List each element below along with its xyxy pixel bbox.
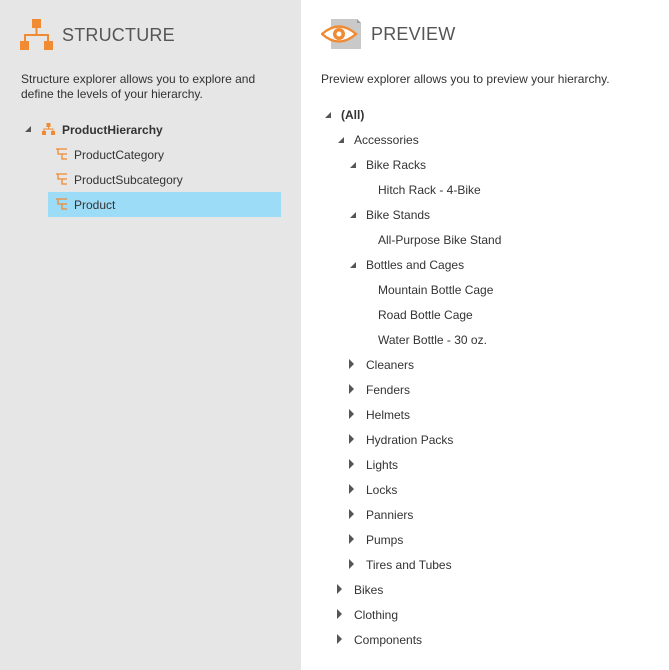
expand-caret-icon[interactable] — [347, 434, 357, 444]
expand-caret-icon[interactable] — [347, 484, 357, 494]
expand-caret-icon[interactable] — [347, 384, 357, 394]
collapse-caret-icon[interactable] — [348, 160, 358, 170]
hierarchy-small-icon — [42, 123, 55, 135]
tree-node-locks[interactable]: Locks — [366, 482, 398, 497]
collapse-caret-icon[interactable] — [23, 124, 33, 134]
collapse-caret-icon[interactable] — [348, 210, 358, 220]
expand-caret-icon[interactable] — [347, 359, 357, 369]
tree-node-bottles-and-cages[interactable]: Bottles and Cages — [366, 257, 465, 272]
tree-node-accessories[interactable]: Accessories — [354, 132, 419, 147]
tree-node-bike-racks[interactable]: Bike Racks — [366, 157, 427, 172]
preview-panel — [301, 0, 669, 670]
structure-header — [20, 19, 175, 51]
tree-node-hydration-packs[interactable]: Hydration Packs — [366, 432, 454, 447]
collapse-caret-icon[interactable] — [323, 110, 333, 120]
expand-caret-icon[interactable] — [347, 559, 357, 569]
tree-node-panniers[interactable]: Panniers — [366, 507, 414, 522]
tree-node-all[interactable]: (All) — [341, 107, 365, 122]
structure-title: STRUCTURE — [62, 24, 175, 45]
level-icon — [55, 198, 68, 210]
structure-description-line-1: Structure explorer allows you to explore and — [21, 72, 256, 86]
expand-caret-icon[interactable] — [347, 534, 357, 544]
tree-leaf-road-bottle-cage[interactable]: Road Bottle Cage — [378, 307, 473, 322]
tree-leaf-hitch-rack[interactable]: Hitch Rack - 4-Bike — [378, 182, 481, 197]
preview-header — [321, 17, 455, 51]
tree-node-fenders[interactable]: Fenders — [366, 382, 411, 397]
collapse-caret-icon[interactable] — [348, 260, 358, 270]
expand-caret-icon[interactable] — [347, 409, 357, 419]
tree-node-pumps[interactable]: Pumps — [366, 532, 404, 547]
tree-node-components[interactable]: Components — [354, 632, 423, 647]
expand-caret-icon[interactable] — [347, 459, 357, 469]
preview-eye-icon — [321, 17, 363, 51]
preview-description: Preview explorer allows you to preview your hierarchy. — [321, 72, 610, 86]
structure-description-line-2: define the levels of your hierarchy. — [21, 87, 203, 101]
level-item-product-category[interactable]: ProductCategory — [74, 147, 165, 162]
tree-leaf-water-bottle[interactable]: Water Bottle - 30 oz. — [378, 332, 487, 347]
preview-title: PREVIEW — [371, 23, 456, 44]
expand-caret-icon[interactable] — [335, 584, 345, 594]
tree-node-helmets[interactable]: Helmets — [366, 407, 411, 422]
level-item-product-subcategory[interactable]: ProductSubcategory — [74, 172, 183, 187]
tree-node-bike-stands[interactable]: Bike Stands — [366, 207, 431, 222]
expand-caret-icon[interactable] — [347, 509, 357, 519]
tree-node-lights[interactable]: Lights — [366, 457, 399, 472]
structure-panel — [0, 0, 301, 670]
expand-caret-icon[interactable] — [335, 634, 345, 644]
tree-node-cleaners[interactable]: Cleaners — [366, 357, 415, 372]
level-icon — [55, 148, 68, 160]
tree-node-tires-and-tubes[interactable]: Tires and Tubes — [366, 557, 452, 572]
hierarchy-icon — [20, 19, 53, 51]
expand-caret-icon[interactable] — [335, 609, 345, 619]
hierarchy-node-label[interactable]: ProductHierarchy — [62, 122, 163, 137]
collapse-caret-icon[interactable] — [336, 135, 346, 145]
structure-description — [21, 72, 255, 102]
tree-leaf-mountain-bottle-cage[interactable]: Mountain Bottle Cage — [378, 282, 494, 297]
tree-node-bikes[interactable]: Bikes — [354, 582, 384, 597]
tree-leaf-all-purpose-stand[interactable]: All-Purpose Bike Stand — [378, 232, 502, 247]
tree-node-clothing[interactable]: Clothing — [354, 607, 399, 622]
level-icon — [55, 173, 68, 185]
level-item-product[interactable]: Product — [74, 197, 116, 212]
